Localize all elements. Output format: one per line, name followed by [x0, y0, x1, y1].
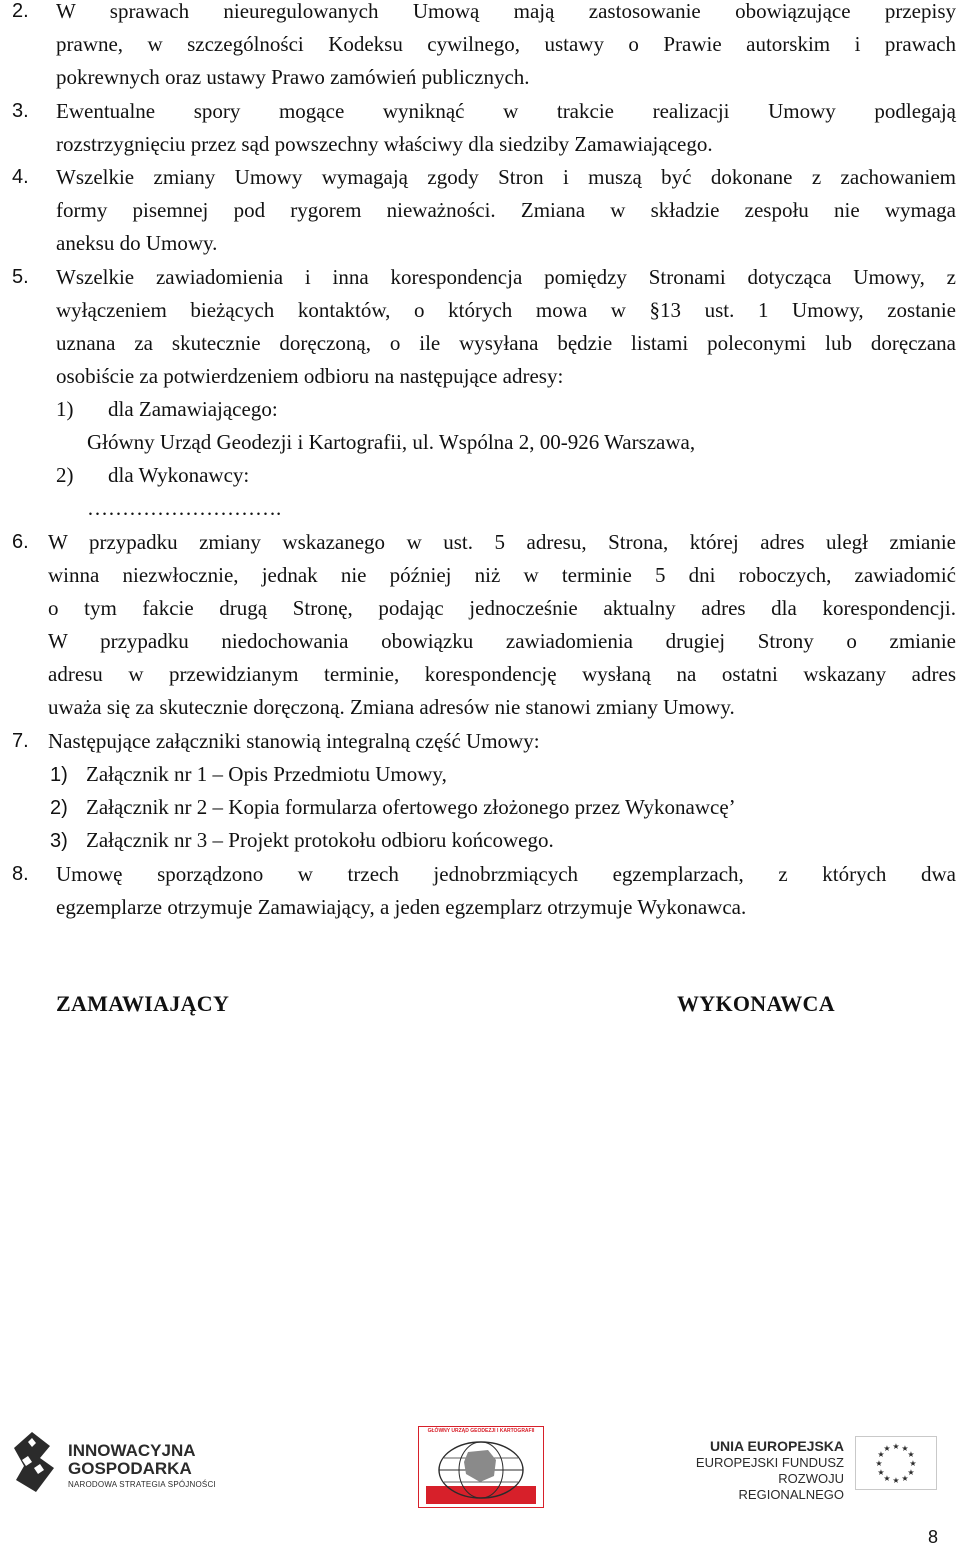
clause-line: rozstrzygnięciu przez sąd powszechny właściwy dla siedziby Zamawiającego.: [56, 132, 713, 156]
footer-logos: [0, 1400, 960, 1510]
page-number: 8: [927, 1527, 938, 1547]
clause-number: 5.: [12, 266, 29, 288]
svg-text:★: ★: [883, 1474, 891, 1483]
clause-line: W przypadku zmiany wskazanego w ust. 5 adresu, Strona, której adres uległ zmianie: [48, 530, 956, 554]
attachment-text: Załącznik nr 3 – Projekt protokołu odbioru końcowego.: [86, 828, 554, 852]
svg-text:★: ★: [883, 1444, 891, 1453]
clause-2: [12, 0, 956, 94]
clause-number: 7.: [12, 730, 29, 752]
sub-number: 2): [50, 797, 68, 819]
clause-line: pokrewnych oraz ustawy Prawo zamówień publicznych.: [56, 65, 530, 89]
clause-body: [56, 95, 956, 161]
eu-flag-icon: [855, 1436, 937, 1490]
eu-stars-icon: [856, 1437, 936, 1489]
sub-number: 1): [50, 764, 68, 786]
clause-line: Następujące załączniki stanowią integralną część Umowy:: [48, 729, 540, 753]
attachment-item: [50, 791, 736, 825]
svg-text:★: ★: [907, 1468, 915, 1477]
clause-line: egzemplarze otrzymuje Zamawiający, a jeden egzemplarz otrzymuje Wykonawca.: [56, 895, 747, 919]
clause-5: [12, 261, 956, 393]
innovative-economy-logo: [10, 1428, 235, 1498]
attachment-item: [50, 824, 554, 858]
clause-line: Wszelkie zawiadomienia i inna korespondencja pomiędzy Stronami dotycząca Umowy, z: [56, 265, 956, 289]
attachment-text: Załącznik nr 1 – Opis Przedmiotu Umowy,: [86, 762, 447, 786]
clause-number: 3.: [12, 100, 29, 122]
clause-number: 4.: [12, 166, 29, 188]
eu-fund-text: [680, 1438, 844, 1503]
gugik-logo-text: GŁÓWNY URZĄD GEODEZJI I KARTOGRAFII: [427, 1428, 535, 1434]
svg-text:★: ★: [892, 1476, 900, 1485]
clause-8: [12, 858, 956, 924]
sub-label: dla Zamawiającego:: [108, 397, 278, 421]
logo-text-line: NARODOWA STRATEGIA SPÓJNOŚCI: [68, 1480, 216, 1489]
clause-body: [56, 261, 956, 393]
sub-number: 1): [56, 397, 74, 421]
clause-line: Wszelkie zmiany Umowy wymagają zgody Stron i muszą być dokonane z zachowaniem: [56, 165, 956, 189]
address-entry-contractor: [56, 459, 249, 492]
clause-line: wyłączeniem bieżących kontaktów, o których mowa w §13 ust. 1 Umowy, zostanie: [56, 298, 956, 322]
logo-text-line: ROZWOJU REGIONALNEGO: [738, 1471, 844, 1502]
clause-body: [48, 725, 956, 758]
clause-body: [56, 0, 956, 94]
logo-text-line: UNIA EUROPEJSKA: [709, 1438, 844, 1454]
clause-line: uznana za skutecznie doręczoną, o ile wysyłana będzie listami poleconymi lub doręczana: [56, 331, 956, 355]
clause-3: [12, 95, 956, 161]
clause-line: W sprawach nieuregulowanych Umową mają zastosowanie obowiązujące przepisy: [56, 0, 956, 23]
svg-text:★: ★: [901, 1474, 909, 1483]
svg-text:★: ★: [901, 1444, 909, 1453]
clause-line: osobiście za potwierdzeniem odbioru na następujące adresy:: [56, 364, 564, 388]
clause-6: [12, 526, 956, 724]
clause-line: o tym fakcie drugą Stronę, podając jednocześnie aktualny adres dla korespondencji.: [48, 596, 956, 620]
clause-line: prawne, w szczególności Kodeksu cywilnego, ustawy o Prawie autorskim i prawach: [56, 32, 956, 56]
clause-line: uważa się za skutecznie doręczoną. Zmiana adresów nie stanowi zmiany Umowy.: [48, 695, 735, 719]
svg-text:★: ★: [892, 1442, 900, 1451]
clause-line: formy pisemnej pod rygorem nieważności. Zmiana w składzie zespołu nie wymaga: [56, 198, 956, 222]
clause-line: winna niezwłocznie, jednak nie później niż w terminie 5 dni roboczych, zawiadomić: [48, 563, 956, 587]
svg-text:★: ★: [877, 1450, 885, 1459]
address-entry-ordering-party: [56, 393, 278, 426]
attachment-text: Załącznik nr 2 – Kopia formularza ofertowego złożonego przez Wykonawcę’: [86, 795, 736, 819]
gugik-logo: [418, 1426, 544, 1508]
clause-body: [48, 526, 956, 724]
svg-text:★: ★: [877, 1468, 885, 1477]
svg-text:★: ★: [875, 1459, 883, 1468]
logo-text-line: GOSPODARKA: [68, 1459, 192, 1478]
clause-line: W przypadku niedochowania obowiązku zawiadomienia drugiej Strony o zmianie: [48, 629, 956, 653]
logo-text-line: EUROPEJSKI FUNDUSZ: [695, 1455, 844, 1470]
innovative-economy-icon: [10, 1428, 58, 1494]
clause-number: 8.: [12, 863, 29, 885]
clause-line: aneksu do Umowy.: [56, 231, 218, 255]
ordering-party-address: Główny Urząd Geodezji i Kartografii, ul. Wspólna 2, 00-926 Warszawa,: [87, 430, 696, 454]
clause-body: [56, 161, 956, 260]
contractor-address-placeholder: ……………………….: [87, 496, 282, 520]
clause-7: [12, 725, 956, 758]
svg-text:★: ★: [907, 1450, 915, 1459]
clause-body: [56, 858, 956, 924]
sub-label: dla Wykonawcy:: [108, 463, 250, 487]
attachment-item: [50, 758, 447, 792]
clause-line: Umowę sporządzono w trzech jednobrzmiących egzemplarzach, z których dwa: [56, 862, 956, 886]
clause-number: 6.: [12, 531, 29, 553]
svg-text:★: ★: [909, 1459, 917, 1468]
clause-number: 2.: [12, 0, 29, 22]
sub-number: 2): [56, 463, 74, 487]
clause-line: Ewentualne spory mogące wyniknąć w trakcie realizacji Umowy podlegają: [56, 99, 956, 123]
signature-ordering-party: ZAMAWIAJĄCY: [56, 991, 230, 1016]
logo-text-line: INNOWACYJNA: [68, 1441, 196, 1460]
clause-line: adresu w przewidzianym terminie, korespondencję wysłaną na ostatni wskazany adres: [48, 662, 956, 686]
clause-4: [12, 161, 956, 260]
signature-contractor: WYKONAWCA: [677, 991, 835, 1016]
globe-icon: [426, 1438, 536, 1504]
sub-number: 3): [50, 830, 68, 852]
